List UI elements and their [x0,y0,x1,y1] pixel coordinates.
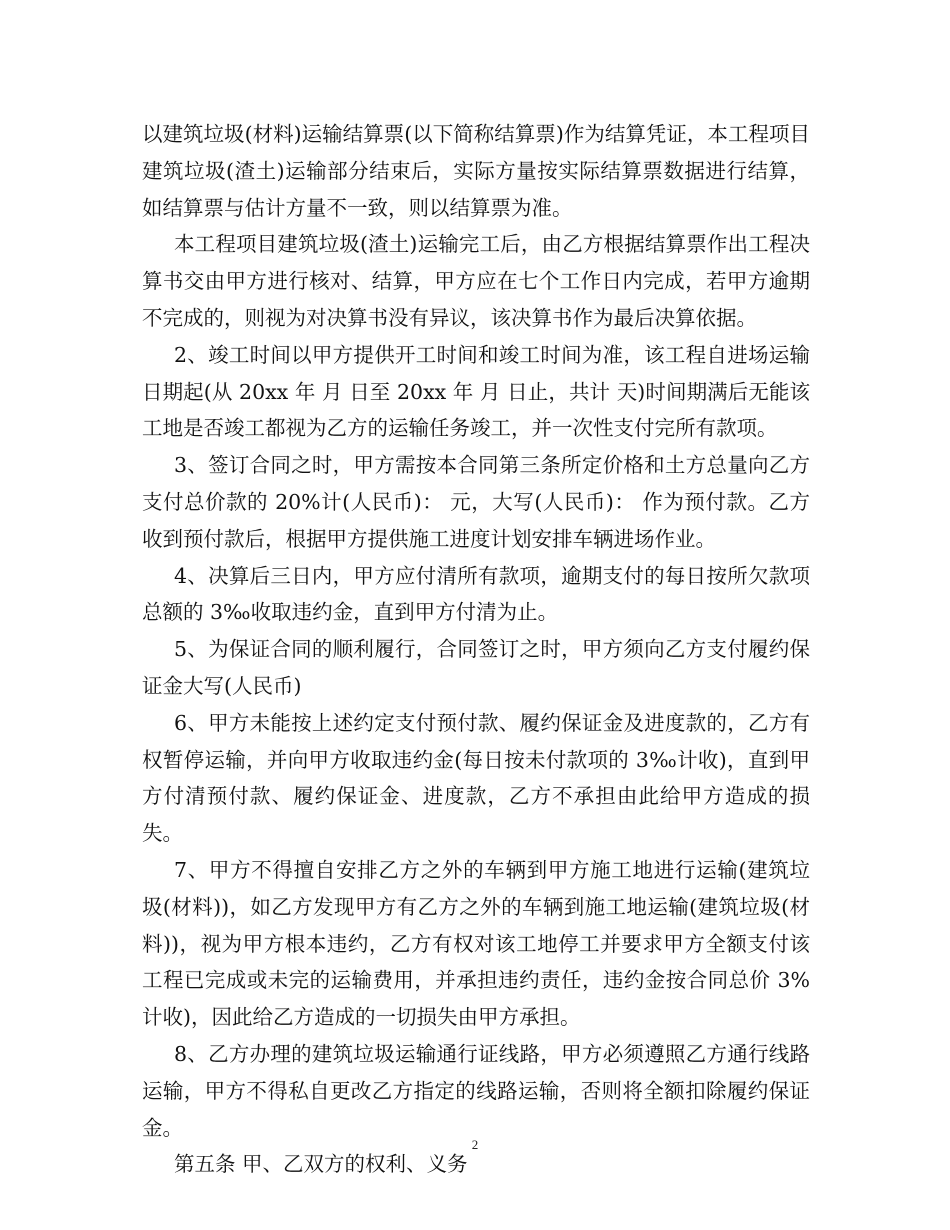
page-number: 2 [471,1137,479,1152]
paragraph-clause-5-guarantee: 5、为保证合同的顺利履行，合同签订之时，甲方须向乙方支付履约保证金大写(人民币) [142,637,810,698]
paragraph-clause-3-prepayment: 3、签订合同之时，甲方需按本合同第三条所定价格和土方总量向乙方支付总价款的 20%计(人民币)： 元，大写(人民币)： 作为预付款。乙方收到预付款后，根据甲方提供施工进度计划安排车辆进场作业。 [142,453,810,551]
paragraph-clause-6-suspension: 6、甲方未能按上述约定支付预付款、履约保证金及进度款的，乙方有权暂停运输，并向甲方收取违约金(每日按未付款项的 3‰计收)，直到甲方付清预付款、履约保证金、进度款，乙方不承担由此给甲方造成的损失。 [142,710,810,846]
document-body [142,116,810,1183]
paragraph-clause-7-breach: 7、甲方不得擅自安排乙方之外的车辆到甲方施工地进行运输(建筑垃圾(材料))，如乙方发现甲方有乙方之外的车辆到施工地运输(建筑垃圾(材料))，视为甲方根本违约，乙方有权对该工地停工并要求甲方全额支付该工程已完成或未完的运输费用，并承担违约责任，违约金按合同总价 3%计收)，因此给乙方造成的一切损失由甲方承担。 [142,857,810,1030]
paragraph-clause-4-payment: 4、决算后三日内，甲方应付清所有款项，逾期支付的每日按所欠款项总额的 3‰收取违约金，直到甲方付清为止。 [142,563,810,625]
paragraph-clause-8-route: 8、乙方办理的建筑垃圾运输通行证线路，甲方必须遵照乙方通行线路运输，甲方不得私自更改乙方指定的线路运输，否则将全额扣除履约保证金。 [142,1041,810,1140]
section-heading-article-5: 第五条 甲、乙双方的权利、义务 [174,1152,468,1177]
paragraph-final-accounts: 本工程项目建筑垃圾(渣土)运输完工后，由乙方根据结算票作出工程决算书交由甲方进行核对、结算，甲方应在七个工作日内完成，若甲方逾期不完成的，则视为对决算书没有异议，该决算书作为最后决算依据。 [142,232,810,330]
paragraph-settlement-basis: 以建筑垃圾(材料)运输结算票(以下简称结算票)作为结算凭证，本工程项目建筑垃圾(渣土)运输部分结束后，实际方量按实际结算票数据进行结算，如结算票与估计方量不一致，则以结算票为准。 [142,122,810,220]
paragraph-clause-2-completion: 2、竣工时间以甲方提供开工时间和竣工时间为准，该工程自进场运输日期起(从 20xx 年 月 日至 20xx 年 月 日止，共计 天)时间期满后无能该工地是否竣工都视为乙方的运输任务竣工，并一次性支付完所有款项。 [142,342,810,441]
